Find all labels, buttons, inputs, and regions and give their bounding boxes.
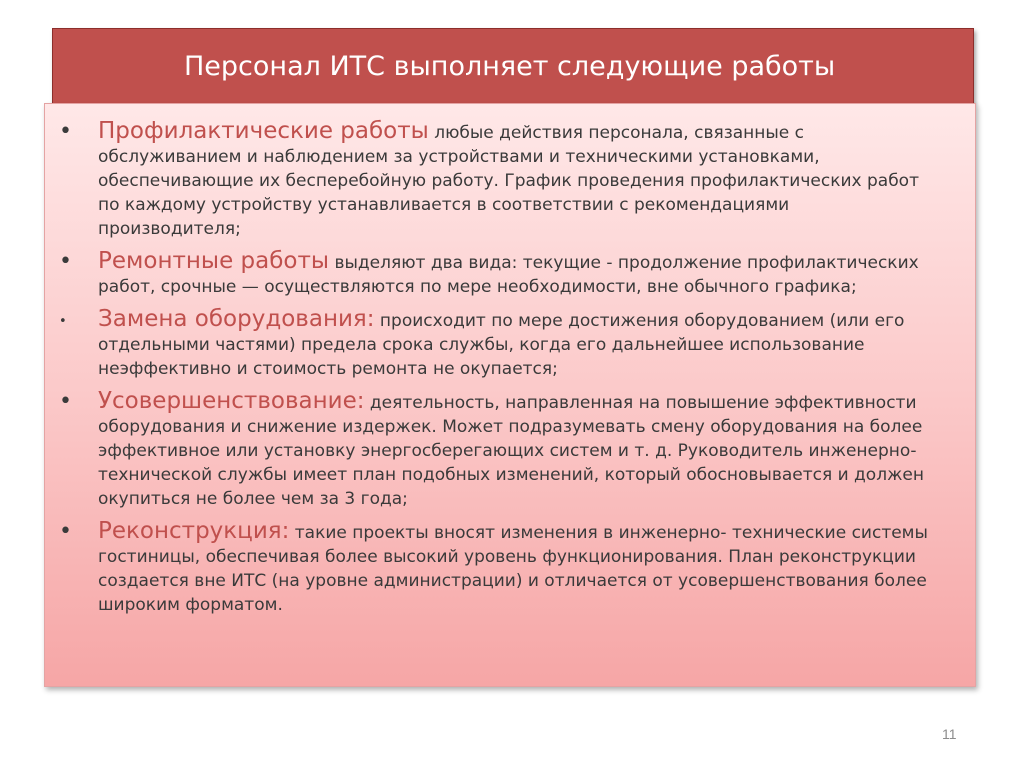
bullet-description: происходит по мере достижения оборудованием (или его отдельными частями) предела срока службы, когда его дальнейшее использование неэффективно и стоимость ремонта не окупается; [98, 311, 905, 379]
page-number: 11 [942, 726, 957, 742]
bullet-item-reconstruction [45, 520, 975, 617]
bullet-description: такие проекты вносят изменения в инженерно- технические системы гостиницы, обеспечивая более высокий уровень функционирования. План реконструкции создается вне ИТС (на уровне администрации) и отличается от усовершенствования более широким форматом. [98, 523, 928, 615]
bullet-dot-icon: • [59, 314, 67, 329]
bullet-term: Замена оборудования: [98, 306, 375, 332]
bullet-term: Реконструкция: [98, 518, 290, 544]
content-box [44, 103, 976, 687]
title-bar [52, 28, 974, 104]
bullet-dot-icon: • [59, 519, 72, 544]
bullet-description: выделяют два вида: текущие - продолжение профилактических работ, срочные — осуществляются по мере необходимости, вне обычного графика; [98, 253, 919, 297]
bullet-dot-icon: • [59, 119, 72, 144]
slide-title: Персонал ИТС выполняет следующие работы [184, 50, 836, 82]
bullet-dot-icon: • [59, 249, 72, 274]
bullet-item-repair [45, 250, 975, 299]
bullet-term: Профилактические работы [98, 118, 429, 144]
bullet-dot-icon: • [59, 389, 72, 414]
bullet-term: Ремонтные работы [98, 248, 330, 274]
bullet-description: деятельность, направленная на повышение эффективности оборудования и снижение издержек. Может подразумевать смену оборудования на более эффективное или установку энергосберегающих систем и т. д. Руководитель инженерно- технической службы имеет план подобных изменений, который обосновывается и должен окупиться не более чем за 3 года; [98, 393, 924, 509]
bullet-item-preventive [45, 120, 975, 241]
bullet-description: любые действия персонала, связанные с обслуживанием и наблюдением за устройствами и техническими установками, обеспечивающие их бесперебойную работу. График проведения профилактических работ по каждому устройству устанавливается в соответствии с рекомендациями производителя; [98, 123, 919, 239]
bullet-item-improvement [45, 390, 975, 511]
bullet-item-replacement [45, 308, 975, 381]
bullet-list [45, 120, 975, 626]
bullet-term: Усовершенствование: [98, 388, 365, 414]
